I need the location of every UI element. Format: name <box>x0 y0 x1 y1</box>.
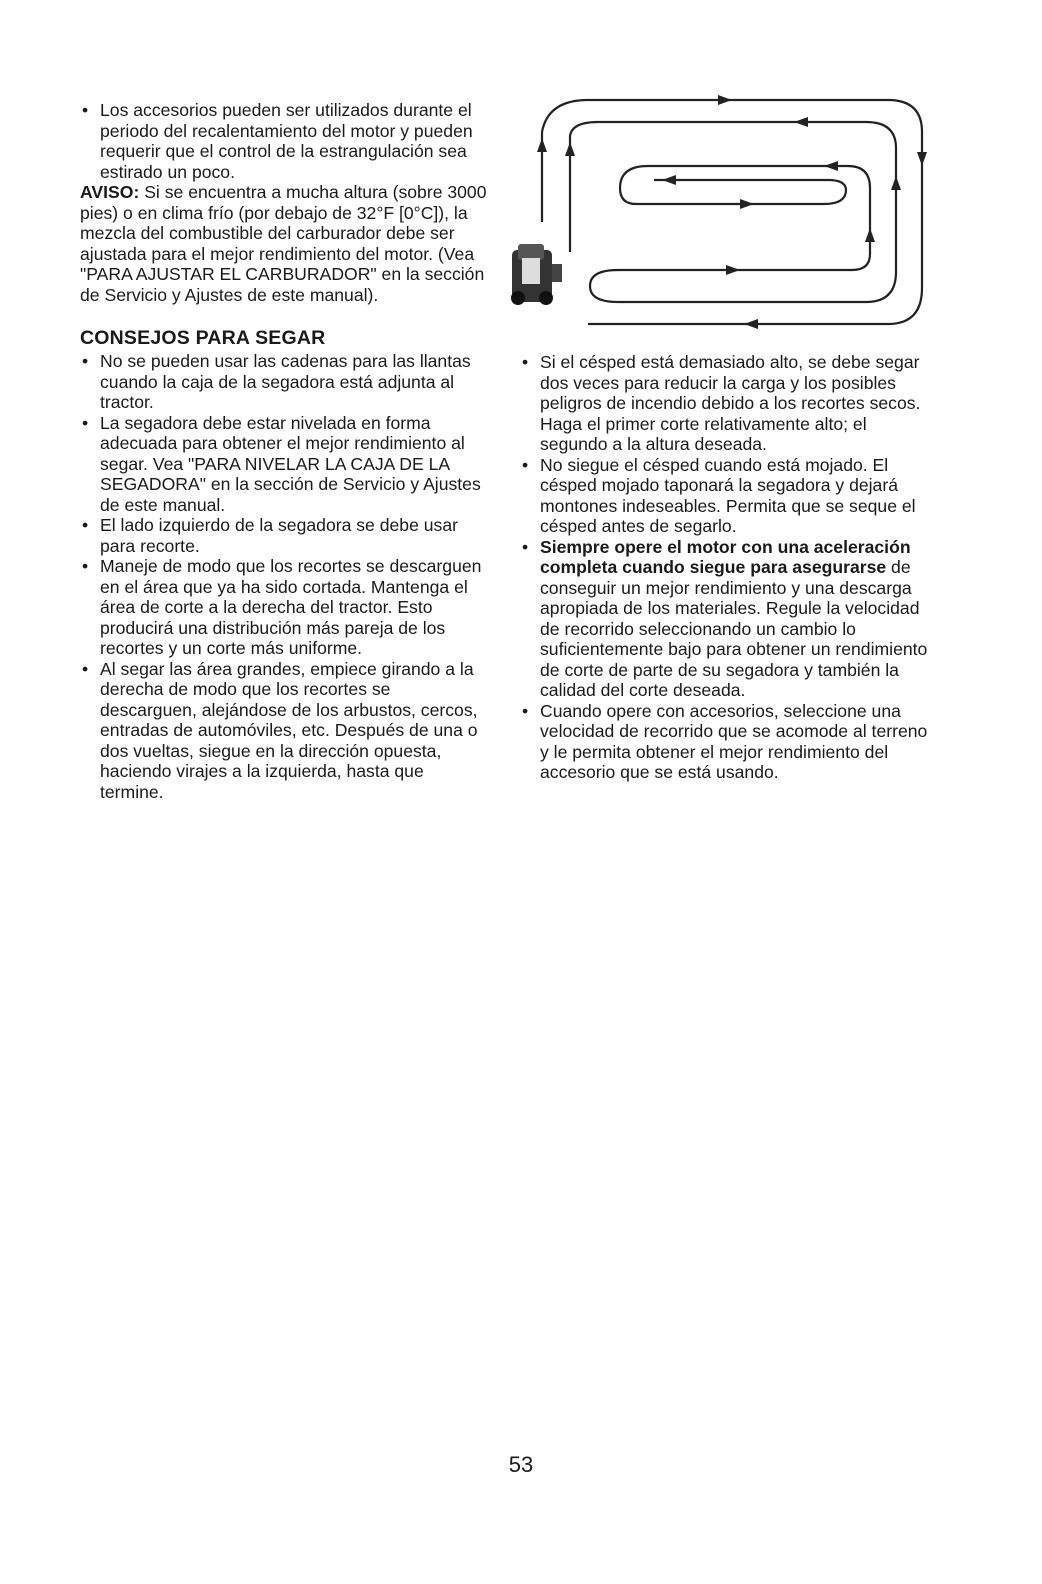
arrow-2 <box>794 117 808 127</box>
bullet-cesped-alto: • Si el césped está demasiado alto, se debe segar dos veces para reducir la carga y los posibles peligros de incendio debido a los recortes secos. Haga el primer corte relativamente alto; el segundo a la altura deseada. <box>520 352 934 455</box>
arrow-5 <box>824 161 838 171</box>
mowing-pattern-diagram <box>508 92 934 342</box>
page-number: 53 <box>508 1452 534 1477</box>
bullet-cesped-mojado: • No siegue el césped cuando está mojado. El césped mojado taponará la segadora y dejará montones indeseables. Permita que se seque el césped antes de segarlo. <box>520 455 934 537</box>
arrow-7 <box>744 319 758 329</box>
arrow-12 <box>565 142 575 156</box>
aviso-paragraph <box>80 182 492 305</box>
arrow-8 <box>917 152 927 166</box>
bullet-cadenas: • No se pueden usar las cadenas para las llantas cuando la caja de la segadora está adjunta al tractor. <box>80 351 492 413</box>
direction-arrows <box>537 95 927 329</box>
bullet-accesorios-velocidad: • Cuando opere con accesorios, seleccione una velocidad de recorrido que se acomode al terreno y le permita obtener el mejor rendimiento del accesorio que se está usando. <box>520 701 934 783</box>
section-heading: CONSEJOS PARA SEGAR <box>80 327 326 349</box>
right-column <box>520 352 934 783</box>
tractor-icon <box>511 244 562 305</box>
second-loop <box>570 122 896 302</box>
bullet-aceleracion-rest: de conseguir un mejor rendimiento y una descarga apropiada de los materiales. Regule la velocidad de recorrido seleccionando un cambio lo suficientemente bajo para obtener un rendimiento de corte de parte de su segadora y también la calidad del corte deseada. <box>540 557 928 700</box>
arrow-4 <box>740 199 754 209</box>
left-column <box>80 100 492 802</box>
aviso-text: Si se encuentra a mucha altura (sobre 3000 pies) o en clima frío (por debajo de 32°F [0°C]), la mezcla del combustible del carburador debe ser ajustada para el mejor rendimiento del motor. (Vea "PARA AJUSTAR EL CARBURADOR" en la sección de Servicio y Ajustes de este manual). <box>80 182 487 305</box>
outer-loop <box>542 100 922 324</box>
arrow-1 <box>718 95 732 105</box>
bullet-maneje: • Maneje de modo que los recortes se descarguen en el área que ya ha sido cortada. Mantenga el área de corte a la derecha del tractor. Esto producirá una distribución más pareja de los recortes y un corte más uniforme. <box>80 556 492 659</box>
arrow-6 <box>726 265 740 275</box>
bullet-nivelada: • La segadora debe estar nivelada en forma adecuada para obtener el mejor rendimiento al segar. Vea "PARA NIVELAR LA CAJA DE LA SEGADORA" en la sección de Servicio y Ajustes de este manual. <box>80 413 492 516</box>
arrow-11 <box>537 138 547 152</box>
bullet-aceleracion-bold: Siempre opere el motor con una aceleración completa cuando siegue para asegurarse <box>540 536 911 577</box>
arrow-9 <box>891 176 901 190</box>
arrow-3 <box>662 175 676 185</box>
bullet-areas-grandes: • Al segar las área grandes, empiece girando a la derecha de modo que los recortes se descarguen, alejándose de los arbustos, cercos, entradas de automóviles, etc. Después de una o dos vueltas, siegue en la dirección opuesta, haciendo virajes a la izquierda, hasta que termine. <box>80 659 492 803</box>
bullet-lado-izquierdo: • El lado izquierdo de la segadora se debe usar para recorte. <box>80 515 492 556</box>
mowing-pattern-svg <box>508 92 934 342</box>
arrow-10 <box>865 228 875 242</box>
aviso-label: AVISO: <box>80 182 140 202</box>
bullet-aceleracion <box>520 537 934 701</box>
bullet-accesorios: • Los accesorios pueden ser utilizados durante el periodo del recalentamiento del motor y pueden requerir que el control de la estrangulación sea estirado un poco. <box>80 100 492 182</box>
inner-loop <box>620 166 848 204</box>
